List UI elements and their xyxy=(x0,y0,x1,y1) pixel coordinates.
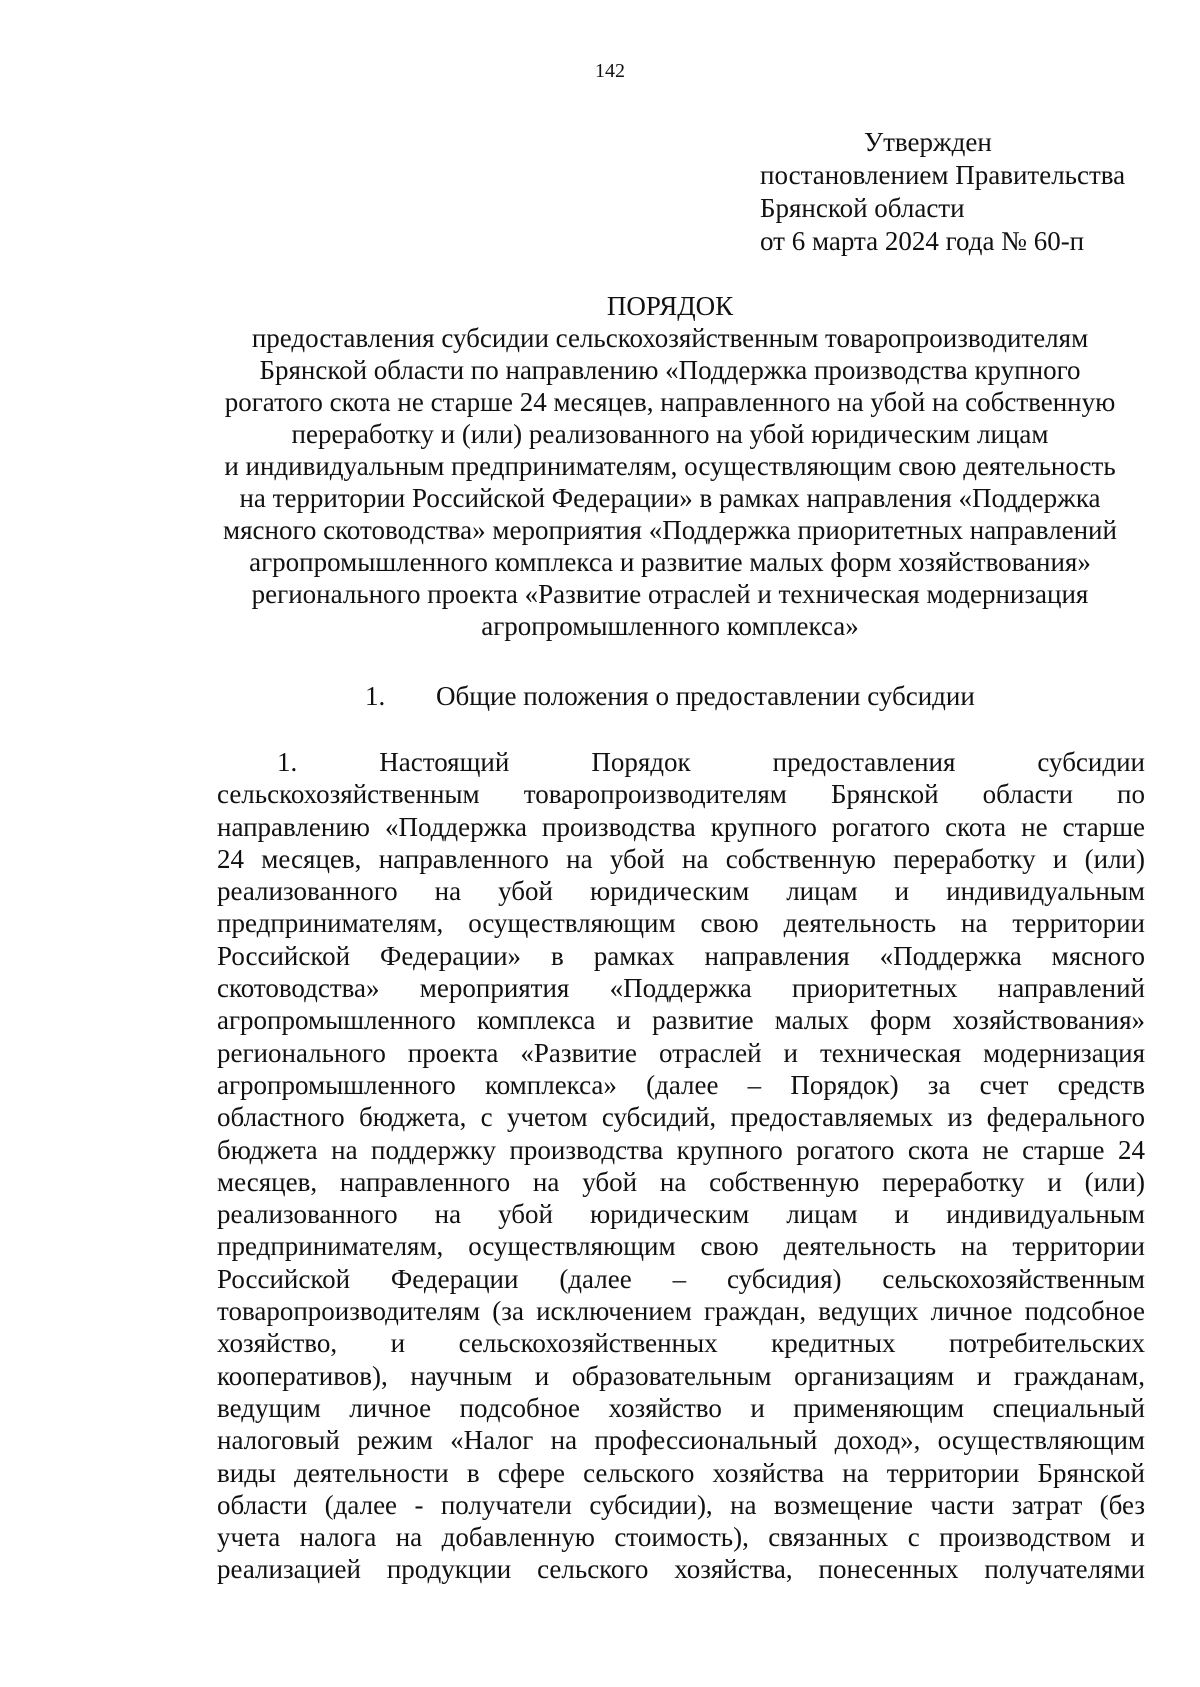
paragraph-line: предпринимателям, осуществляющим свою деятельность на территории xyxy=(217,1231,1145,1262)
paragraph-line: 1. Настоящий Порядок предоставления субсидии xyxy=(277,747,1145,777)
section-title: Общие положения о предоставлении субсидии xyxy=(436,681,975,711)
paragraph-line: Российской Федерации (далее – субсидия) сельскохозяйственным xyxy=(217,1263,1145,1294)
document-title-line: регионального проекта «Развитие отраслей и техническая модернизация xyxy=(251,579,1089,609)
section-number: 1. xyxy=(365,681,386,711)
paragraph-line: области (далее - получатели субсидии), на возмещение части затрат (без xyxy=(217,1489,1145,1520)
paragraph-line: товаропроизводителям (за исключением граждан, ведущих личное подсобное xyxy=(217,1296,1145,1327)
paragraph-line: агропромышленного комплекса и развитие малых форм хозяйствования» xyxy=(217,1005,1145,1036)
paragraph-line: месяцев, направленного на убой на собственную переработку и (или) xyxy=(217,1166,1145,1197)
document-title-line: переработку и (или) реализованного на убой юридическим лицам xyxy=(291,419,1049,449)
approval-line: постановлением Правительства xyxy=(760,160,1126,190)
paragraph-line: реализованного на убой юридическим лицам и индивидуальным xyxy=(217,1199,1145,1230)
document-title-line: Брянской области по направлению «Поддержка производства крупного xyxy=(259,355,1081,385)
approval-line: Утвержден xyxy=(864,127,992,157)
paragraph-line: регионального проекта «Развитие отраслей и техническая модернизация xyxy=(217,1037,1145,1068)
paragraph-line: агропромышленного комплекса» (далее – Порядок) за счет средств xyxy=(217,1069,1145,1100)
document-title-line: агропромышленного комплекса» xyxy=(481,611,859,641)
document-title-line: на территории Российской Федерации» в рамках направления «Поддержка xyxy=(239,483,1101,513)
paragraph-line: хозяйство, и сельскохозяйственных кредитных потребительских xyxy=(217,1328,1145,1359)
document-title xyxy=(200,290,1140,642)
paragraph-line: 24 месяцев, направленного на убой на собственную переработку и (или) xyxy=(217,843,1145,874)
paragraph-line: бюджета на поддержку производства крупного рогатого скота не старше 24 xyxy=(217,1134,1145,1165)
paragraph-line: областного бюджета, с учетом субсидий, предоставляемых из федерального xyxy=(217,1102,1145,1133)
paragraph-line: предпринимателям, осуществляющим свою деятельность на территории xyxy=(217,908,1145,939)
paragraph-line: кооперативов), научным и образовательным организациям и гражданам, xyxy=(217,1360,1145,1391)
paragraph-line: ведущим личное подсобное хозяйство и применяющим специальный xyxy=(217,1392,1145,1423)
paragraph-line: учета налога на добавленную стоимость), связанных с производством и xyxy=(217,1522,1145,1553)
paragraph-line: Российской Федерации» в рамках направления «Поддержка мясного xyxy=(217,940,1145,971)
document-title-line: и индивидуальным предпринимателям, осуществляющим свою деятельность xyxy=(224,451,1116,481)
paragraph-line: направлению «Поддержка производства крупного рогатого скота не старше xyxy=(217,811,1145,842)
paragraph-line: реализованного на убой юридическим лицам и индивидуальным xyxy=(217,876,1145,907)
page-number: 142 xyxy=(595,60,625,82)
paragraph-line: налоговый режим «Налог на профессиональный доход», осуществляющим xyxy=(217,1425,1145,1456)
paragraph-line: скотоводства» мероприятия «Поддержка приоритетных направлений xyxy=(217,973,1145,1004)
paragraph-1 xyxy=(217,746,1145,1586)
paragraph-line: реализацией продукции сельского хозяйства, понесенных получателями xyxy=(217,1554,1145,1585)
approval-line: от 6 марта 2024 года № 60-п xyxy=(760,226,1085,256)
document-title-line: рогатого скота не старше 24 месяцев, направленного на убой на собственную xyxy=(224,387,1116,417)
document-title-line: предоставления субсидии сельскохозяйственным товаропроизводителям xyxy=(251,323,1089,353)
document-title-line: мясного скотоводства» мероприятия «Поддержка приоритетных направлений xyxy=(223,515,1117,545)
approval-stamp xyxy=(760,126,1125,258)
document-title-line: агропромышленного комплекса и развитие малых форм хозяйствования» xyxy=(249,547,1091,577)
paragraph-line: виды деятельности в сфере сельского хозяйства на территории Брянской xyxy=(217,1457,1145,1488)
document-title-heading: ПОРЯДОК xyxy=(606,291,734,321)
paragraph-line: сельскохозяйственным товаропроизводителям Брянской области по xyxy=(217,779,1145,810)
approval-line: Брянской области xyxy=(760,193,965,223)
